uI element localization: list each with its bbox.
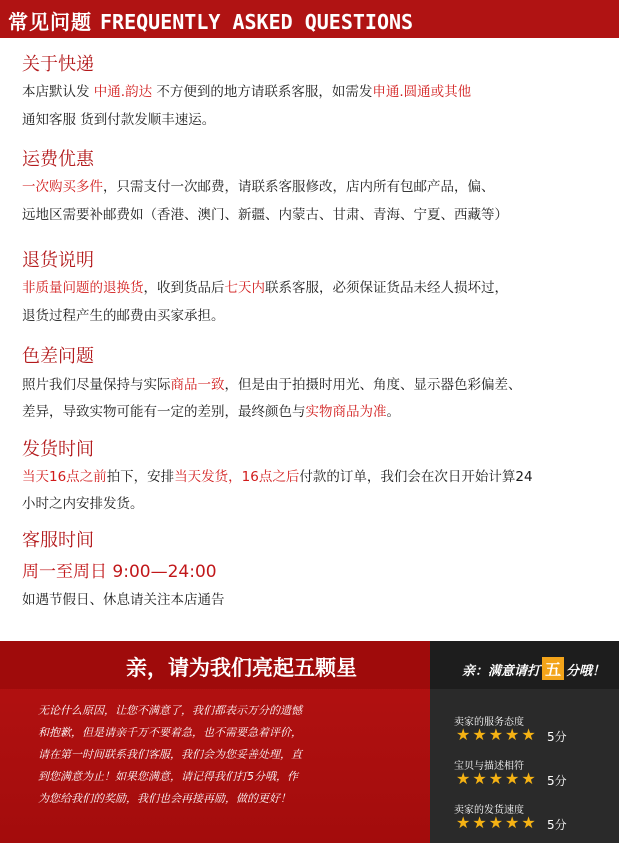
highlight: 当天发货，16点之后: [174, 469, 300, 485]
banner-left: [0, 641, 430, 843]
highlight: 中通.韵达: [93, 84, 153, 100]
service-hours: 周一至周日 9:00—24:00: [22, 562, 217, 582]
text: ，但是由于拍摄时用光、角度、显示器色彩偏差、: [224, 377, 522, 393]
text: 付款的订单，我们会在次日开始计算24: [299, 469, 533, 485]
rating-title: [462, 657, 605, 680]
highlight: 七天内: [224, 280, 265, 296]
highlight: 非质量问题的退换货: [22, 280, 144, 296]
color-line-1: [22, 375, 522, 395]
text: 联系客服，必须保证货品未经人损坏过，: [265, 280, 508, 296]
star-rating-icon: ★★★★★: [456, 725, 538, 744]
service-note: 如遇节假日、休息请关注本店通告: [22, 592, 225, 608]
star-rating-icon: ★★★★★: [456, 769, 538, 788]
banner-message-line: 到您满意为止！如果您满意，请记得我们打5分哦，作: [38, 770, 298, 783]
rating-banner: [0, 641, 619, 843]
banner-message-line: 为您给我们的奖励，我们也会再接再励，做的更好！: [38, 792, 291, 805]
section-title-service: 客服时间: [22, 530, 94, 551]
text: 差异，导致实物可能有一定的差别，最终颜色与: [22, 404, 306, 420]
color-line-2: [22, 402, 400, 422]
banner-message-line: 和抱歉，但是请亲千万不要着急，也不需要急着评价，: [38, 726, 302, 739]
text: 本店默认发: [22, 84, 94, 100]
text: 不方便到的地方请联系客服，如需发: [152, 84, 373, 100]
shipping-line-2: 通知客服 货到付款发顺丰速运。: [22, 112, 216, 128]
banner-headline: 亲，请为我们亮起五颗星: [126, 656, 357, 680]
highlight: 一次购买多件: [22, 179, 103, 195]
banner-right: [430, 641, 619, 843]
rating-label-description: 宝贝与描述相符: [454, 761, 524, 772]
section-title-shipping: 关于快递: [22, 54, 94, 75]
fee-line-1: [22, 177, 495, 197]
delivery-line-1: [22, 467, 533, 487]
rating-score: 5分: [547, 730, 567, 744]
text: 拍下，安排: [106, 469, 175, 485]
rating-label-service: 卖家的服务态度: [454, 717, 524, 728]
text: 亲：满意请打: [462, 664, 541, 679]
banner-message-line: 无论什么原因，让您不满意了，我们都表示万分的遗憾: [38, 704, 302, 717]
five-badge: 五: [542, 657, 564, 680]
returns-line-1: [22, 278, 508, 298]
section-title-fee: 运费优惠: [22, 149, 94, 170]
rating-label-shipping: 卖家的发货速度: [454, 805, 524, 816]
faq-title-cn: 常见问题: [8, 10, 92, 34]
highlight: 申通.圆通或其他: [372, 84, 472, 100]
shipping-line-1: [22, 82, 471, 102]
fee-line-2: 远地区需要补邮费如（香港、澳门、新疆、内蒙古、甘肃、青海、宁夏、西藏等）: [22, 207, 508, 223]
section-title-color: 色差问题: [22, 346, 94, 367]
rating-score: 5分: [547, 818, 567, 832]
faq-title-en: FREQUENTLY ASKED QUESTIONS: [100, 10, 414, 34]
rating-score: 5分: [547, 774, 567, 788]
highlight: 实物商品为准: [305, 404, 387, 420]
section-title-returns: 退货说明: [22, 250, 94, 271]
section-title-delivery: 发货时间: [22, 439, 94, 460]
text: 照片我们尽量保持与实际: [22, 377, 171, 393]
text: ，收到货品后: [143, 280, 225, 296]
delivery-line-2: 小时之内安排发货。: [22, 496, 144, 512]
highlight: 商品一致: [170, 377, 225, 393]
returns-line-2: 退货过程产生的邮费由买家承担。: [22, 308, 225, 324]
banner-message-line: 请在第一时间联系我们客服，我们会为您妥善处理，直: [38, 748, 302, 761]
star-rating-icon: ★★★★★: [456, 813, 538, 832]
text: 分哦！: [566, 664, 606, 679]
faq-header: [0, 0, 619, 38]
text: 。: [386, 404, 400, 420]
highlight: 当天16点之前: [22, 469, 107, 485]
text: ，只需支付一次邮费，请联系客服修改，店内所有包邮产品，偏、: [103, 179, 495, 195]
faq-title: [8, 6, 413, 35]
